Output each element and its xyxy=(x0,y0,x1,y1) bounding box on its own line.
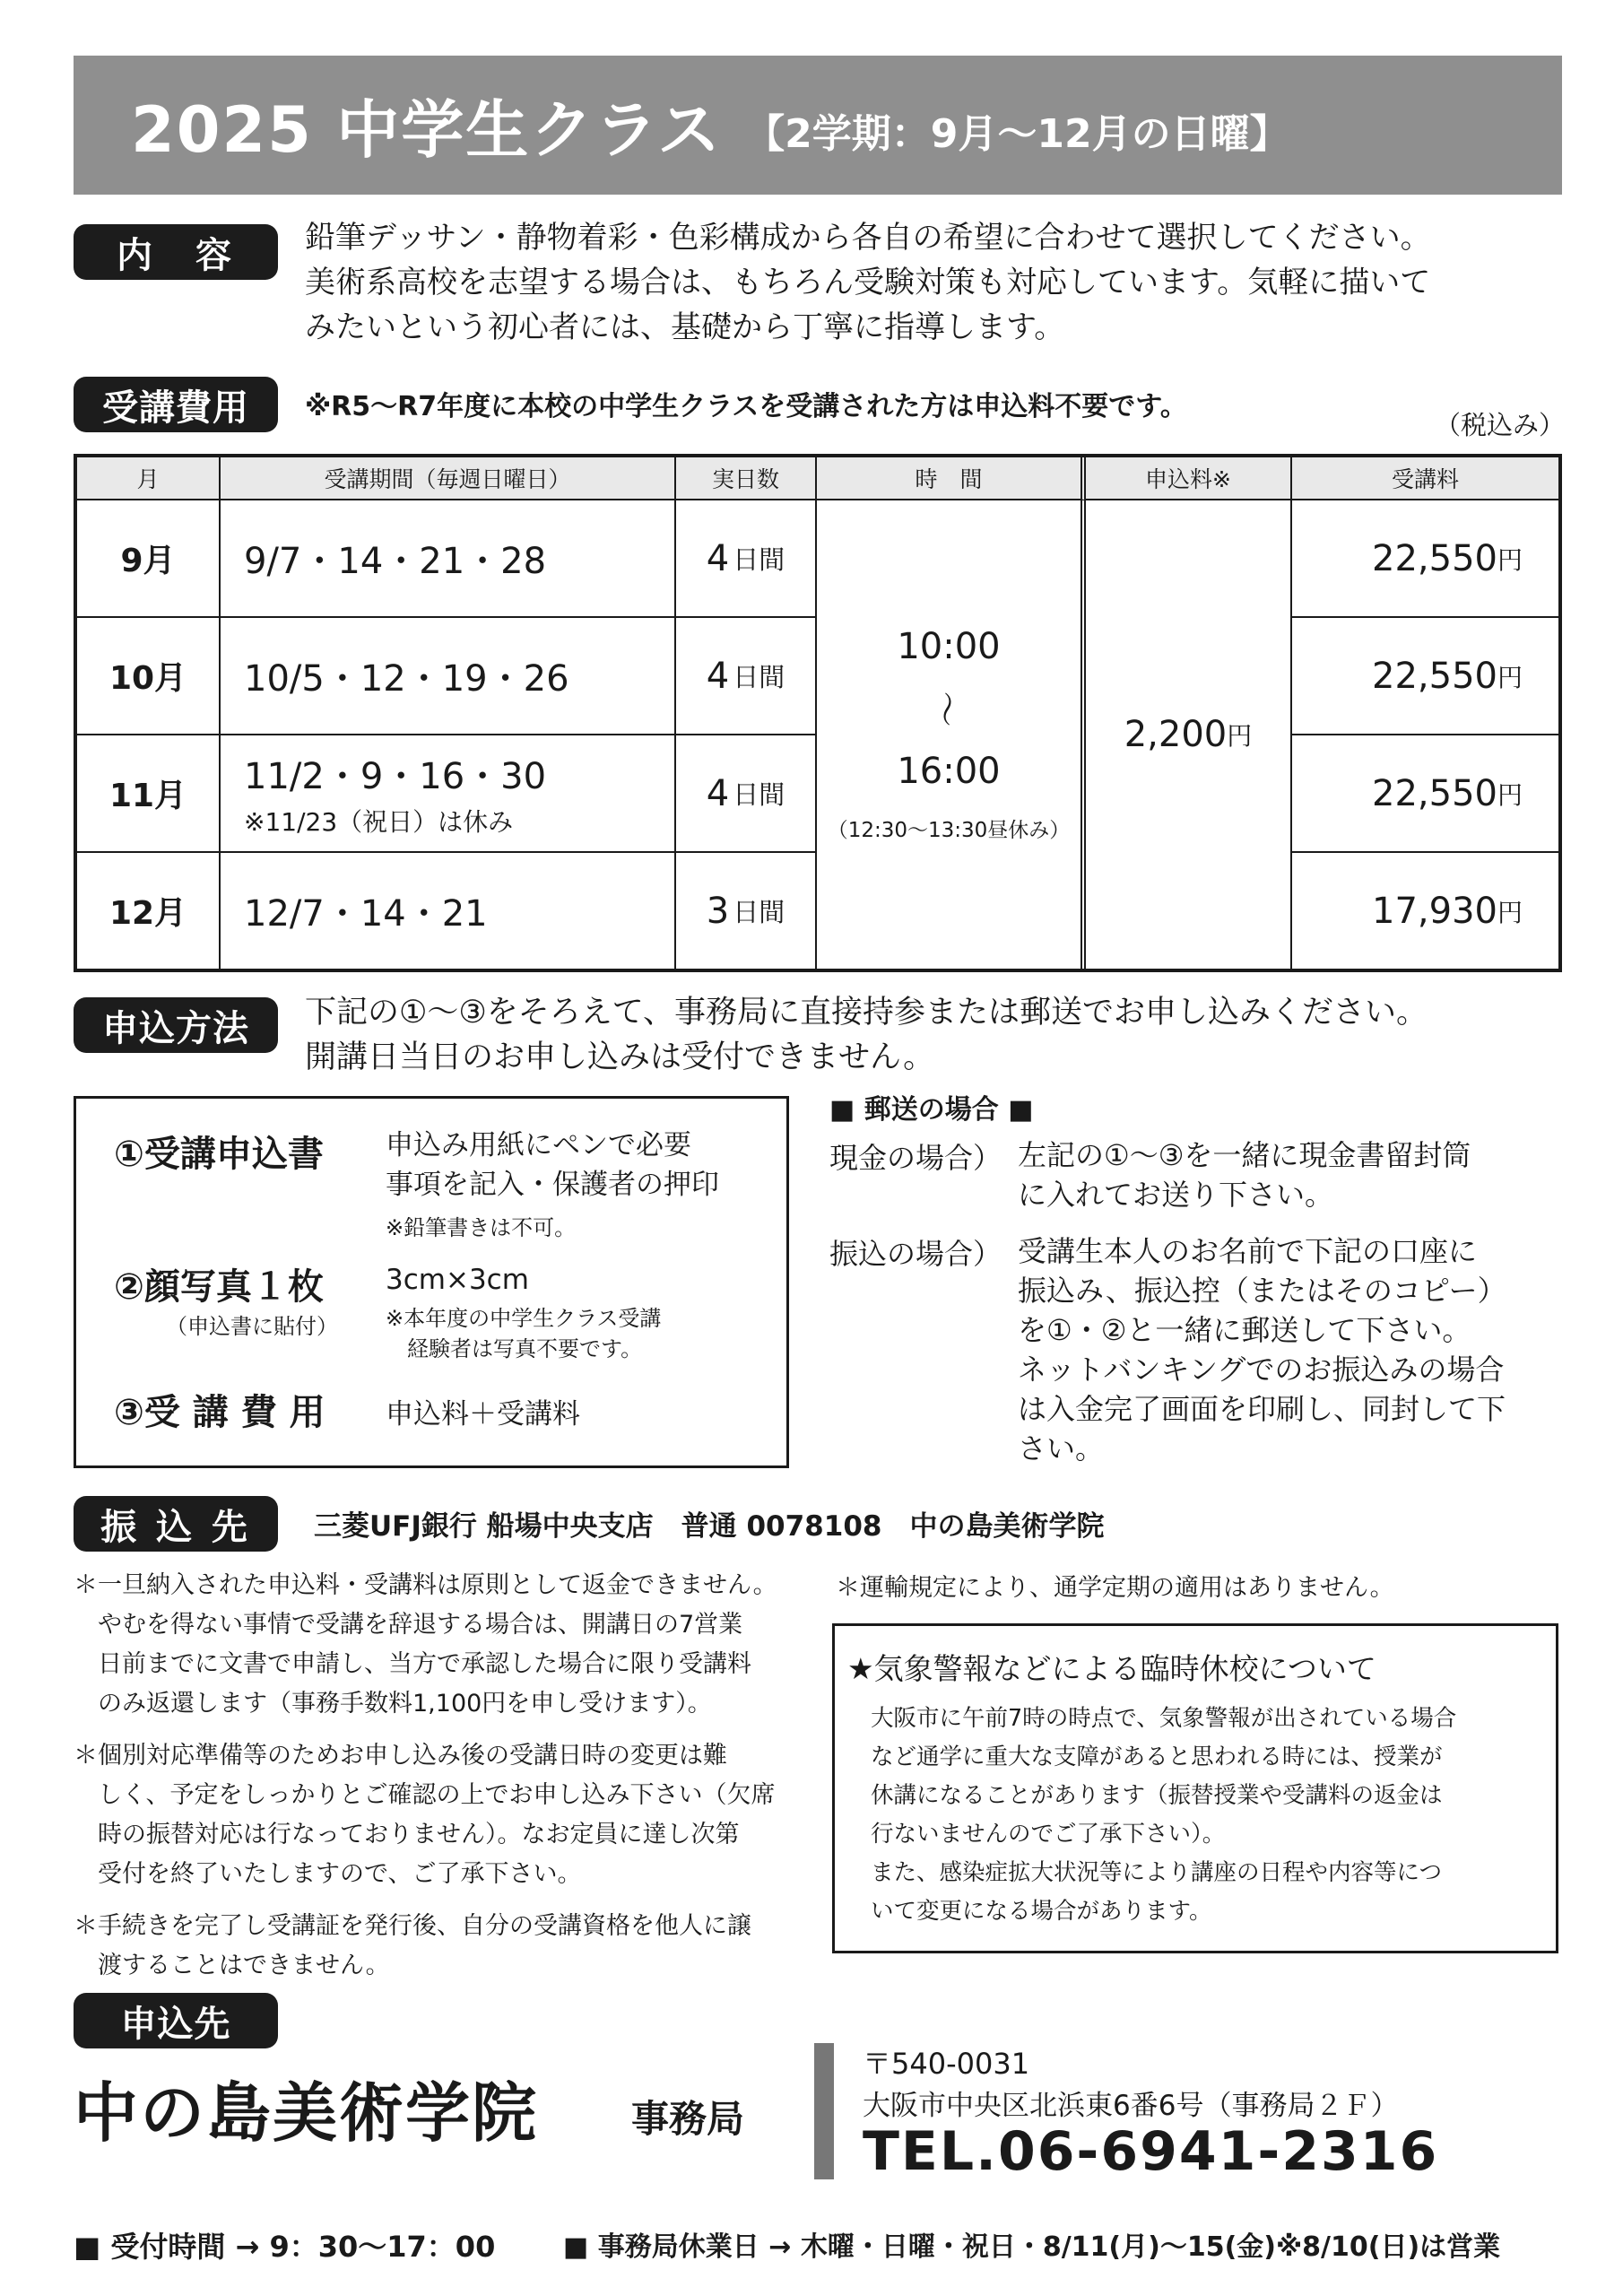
row-dates: 12/7・14・21 xyxy=(221,853,676,969)
days-unit: 日間 xyxy=(733,662,785,692)
application-description xyxy=(305,990,1560,1080)
office-holidays: ■ 事務局休業日 → 木曜・日曜・祝日・8/11(月)～15(金)※8/10(日)は営業 xyxy=(563,2231,1501,2263)
application-line: 下記の①～③をそろえて、事務局に直接持参または郵送でお申し込みください。 xyxy=(305,995,1428,1031)
weather-line: 大阪市に午前7時の時点で、気象警報が出されている場合 xyxy=(871,1705,1457,1732)
row-days xyxy=(676,853,817,969)
requirement-title: ②顔写真１枚 xyxy=(114,1266,324,1308)
application-fee-unit: 円 xyxy=(1227,721,1253,751)
weather-title: ★気象警報などによる臨時休校について xyxy=(847,1651,1376,1686)
note-line: のみ返還します（事務手数料1,100円を申し受けます）。 xyxy=(74,1690,712,1718)
requirement-desc: 3cm×3cm xyxy=(386,1264,529,1296)
tuition-amount: 22,550 xyxy=(1372,537,1497,579)
note-paragraph xyxy=(74,1736,809,1894)
requirements-box xyxy=(74,1096,789,1468)
mail-transfer-line: さい。 xyxy=(1018,1431,1105,1465)
days-count: 4 xyxy=(706,655,730,697)
requirement-desc-line: 事項を記入・保護者の押印 xyxy=(386,1169,719,1201)
school-name: 中の島美術学院 xyxy=(74,2075,539,2151)
tuition-unit: 円 xyxy=(1497,897,1523,927)
office-address: 大阪市中央区北浜東6番6号（事務局２Ｆ） xyxy=(863,2090,1399,2122)
office-label: 申込先 xyxy=(74,1993,278,2048)
requirement-note-line: 経験者は写真不要です。 xyxy=(386,1336,643,1361)
mail-transfer-text xyxy=(1018,1231,1506,1468)
note-line: ＊手続きを完了し受講証を発行後、自分の受講資格を他人に譲 xyxy=(74,1912,751,1940)
mail-heading: ■ 郵送の場合 ■ xyxy=(829,1094,1034,1126)
weather-line: など通学に重大な支障があると思われる時には、授業が xyxy=(871,1744,1443,1770)
page-title: 2025 中学生クラス xyxy=(131,93,723,167)
time-start: 10:00 xyxy=(897,626,1001,667)
table-header-tuition: 受講料 xyxy=(1292,457,1558,500)
tuition-unit: 円 xyxy=(1497,779,1523,810)
divider-bar xyxy=(814,2043,834,2179)
note-line: 受付を終了いたしますので、ご了承下さい。 xyxy=(74,1860,582,1888)
content-line: 美術系高校を志望する場合は、もちろん受験対策も対応しています。気軽に描いて xyxy=(305,265,1431,300)
requirement-desc xyxy=(386,1126,719,1205)
requirement-note-line: ※本年度の中学生クラス受講 xyxy=(386,1306,662,1331)
tuition-amount: 22,550 xyxy=(1372,655,1497,697)
page-subtitle: 【2学期：9月～12月の日曜】 xyxy=(745,110,1289,157)
note-line: しく、予定をしっかりとご確認の上でお申し込み下さい（欠席 xyxy=(74,1781,776,1809)
requirement-desc: 申込料＋受講料 xyxy=(386,1398,580,1431)
fee-table xyxy=(74,454,1562,972)
dates-text: 11/2・9・16・30 xyxy=(244,756,547,797)
content-description xyxy=(305,215,1560,350)
requirement-note: ※鉛筆書きは不可。 xyxy=(386,1215,577,1240)
row-month: 9月 xyxy=(77,500,221,618)
notes-left xyxy=(74,1566,809,1986)
mail-cash-label: 現金の場合） xyxy=(829,1141,1002,1175)
time-end: 16:00 xyxy=(897,751,1001,792)
days-count: 3 xyxy=(706,890,730,932)
note-line: ＊一旦納入された申込料・受講料は原則として返金できません。 xyxy=(74,1571,777,1599)
requirement-title: ①受講申込書 xyxy=(114,1134,324,1175)
reception-hours: ■ 受付時間 → 9：30～17：00 xyxy=(74,2230,496,2264)
days-unit: 日間 xyxy=(733,544,785,575)
dates-note: ※11/23（祝日）は休み xyxy=(244,807,514,837)
days-count: 4 xyxy=(706,537,730,579)
mail-transfer-line: は入金完了画面を印刷し、同封して下 xyxy=(1018,1392,1506,1426)
row-tuition xyxy=(1292,500,1558,618)
row-days xyxy=(676,618,817,735)
note-paragraph xyxy=(74,1566,809,1724)
row-month: 10月 xyxy=(77,618,221,735)
bank-details: 三菱UFJ銀行 船場中央支店 普通 0078108 中の島美術学院 xyxy=(314,1510,1105,1543)
row-dates: 10/5・12・19・26 xyxy=(221,618,676,735)
requirement-sub: （申込書に貼付） xyxy=(166,1314,338,1339)
note-line: 時の振替対応は行なっておりません）。なお定員に達し次第 xyxy=(74,1821,740,1848)
tax-note: （税込み） xyxy=(1435,410,1566,440)
days-count: 4 xyxy=(706,772,730,814)
row-tuition xyxy=(1292,735,1558,853)
note-line: 日前までに文書で申請し、当方で承認した場合に限り受講料 xyxy=(74,1650,751,1678)
row-days xyxy=(676,735,817,853)
weather-line: また、感染症拡大状況等により講座の日程や内容等につ xyxy=(871,1859,1442,1886)
office-tel: TEL.06-6941-2316 xyxy=(863,2120,1439,2183)
time-tilde: ～ xyxy=(924,691,967,727)
weather-box xyxy=(832,1623,1558,1953)
content-line: みたいという初心者には、基礎から丁寧に指導します。 xyxy=(305,309,1065,345)
table-header-days: 実日数 xyxy=(676,457,817,500)
application-fee-cell xyxy=(1086,500,1292,969)
table-header-period: 受講期間（毎週日曜日） xyxy=(221,457,676,500)
note-paragraph xyxy=(74,1907,809,1986)
mail-transfer-label: 振込の場合） xyxy=(829,1237,1002,1271)
row-dates xyxy=(221,735,676,853)
tuition-amount: 22,550 xyxy=(1372,772,1497,814)
mail-cash-line: 左記の①～③を一緒に現金書留封筒 xyxy=(1018,1138,1471,1172)
weather-line: いて変更になる場合があります。 xyxy=(871,1898,1212,1925)
content-line: 鉛筆デッサン・静物着彩・色彩構成から各自の希望に合わせて選択してください。 xyxy=(305,220,1431,256)
note-line: やむを得ない事情で受講を辞退する場合は、開講日の7営業 xyxy=(74,1611,743,1639)
notes-right-top: ＊運輸規定により、通学定期の適用はありません。 xyxy=(836,1574,1394,1602)
mail-transfer-line: 受講生本人のお名前で下記の口座に xyxy=(1018,1234,1478,1268)
tuition-unit: 円 xyxy=(1497,662,1523,692)
tuition-unit: 円 xyxy=(1497,544,1523,575)
row-tuition xyxy=(1292,853,1558,969)
weather-text xyxy=(871,1700,1456,1931)
requirement-note xyxy=(386,1303,661,1364)
note-line: 渡することはできません。 xyxy=(74,1952,390,1979)
row-month: 12月 xyxy=(77,853,221,969)
mail-transfer-line: ネットバンキングでのお振込みの場合 xyxy=(1018,1352,1505,1387)
fees-note: ※R5～R7年度に本校の中学生クラスを受講された方は申込料不要です。 xyxy=(305,391,1187,422)
fees-label: 受講費用 xyxy=(74,377,278,432)
time-cell xyxy=(817,500,1086,969)
requirement-title: ③受 講 費 用 xyxy=(114,1392,325,1433)
row-dates: 9/7・14・21・28 xyxy=(221,500,676,618)
application-label: 申込方法 xyxy=(74,997,278,1053)
mail-transfer-line: 振込み、振込控（またはそのコピー） xyxy=(1018,1274,1506,1308)
postal-code: 〒540-0031 xyxy=(863,2047,1030,2081)
days-unit: 日間 xyxy=(733,897,785,927)
requirement-desc-line: 申込み用紙にペンで必要 xyxy=(386,1129,691,1161)
office-dept: 事務局 xyxy=(631,2097,745,2141)
mail-transfer-line: を①・②と一緒に郵送して下さい。 xyxy=(1018,1313,1471,1347)
row-tuition xyxy=(1292,618,1558,735)
bank-label: 振 込 先 xyxy=(74,1496,278,1552)
content-label: 内 容 xyxy=(74,224,278,280)
mail-cash-line: に入れてお送り下さい。 xyxy=(1018,1178,1334,1212)
time-note: （12:30～13:30昼休み） xyxy=(827,819,1071,842)
application-line: 開講日当日のお申し込みは受付できません。 xyxy=(305,1039,935,1075)
title-banner xyxy=(74,56,1562,195)
application-fee-amount: 2,200 xyxy=(1124,714,1228,755)
note-line: ＊個別対応準備等のためお申し込み後の受講日時の変更は難 xyxy=(74,1742,727,1770)
weather-line: 行ないませんのでご了承下さい）。 xyxy=(871,1821,1226,1848)
days-unit: 日間 xyxy=(733,779,785,810)
row-month: 11月 xyxy=(77,735,221,853)
table-header-month: 月 xyxy=(77,457,221,500)
row-days xyxy=(676,500,817,618)
mail-cash-text xyxy=(1018,1135,1471,1214)
tuition-amount: 17,930 xyxy=(1372,890,1497,932)
table-header-application-fee: 申込料※ xyxy=(1086,457,1292,500)
weather-line: 休講になることがあります（振替授業や受講料の返金は xyxy=(871,1782,1443,1809)
table-header-time: 時 間 xyxy=(817,457,1086,500)
